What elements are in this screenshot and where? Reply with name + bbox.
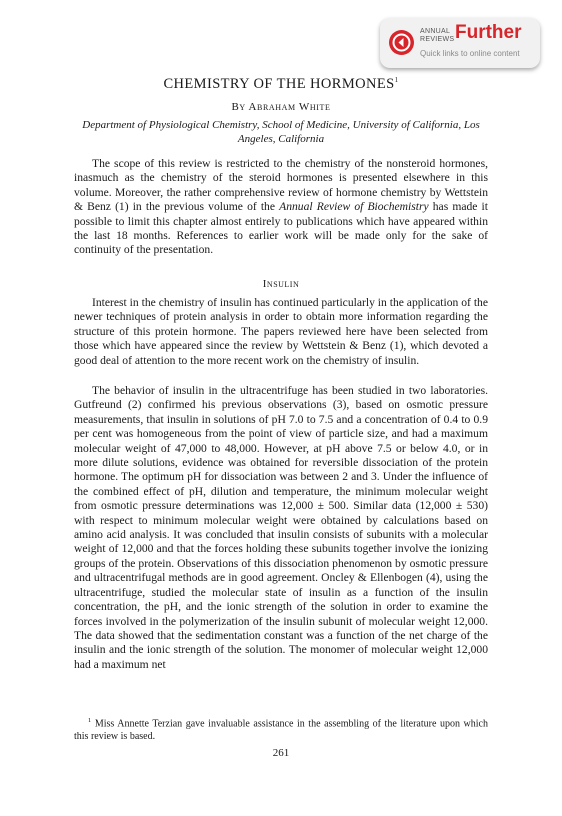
annual-reviews-further-badge[interactable] <box>380 18 540 68</box>
author-byline: By Abraham White <box>231 101 331 113</box>
insulin-paragraph-1: Interest in the chemistry of insulin has continued particularly in the application of the newer techniques of protein analysis in order to obtain more information regarding the structure of this protein hormone. The papers reviewed here have been selected from those which have appeared since the review by Wettstein & Benz (1), which devoted a good deal of attention to the more recent work on the chemistry of insulin. <box>74 296 488 367</box>
article-title <box>0 76 562 93</box>
author-affiliation: Department of Physiological Chemistry, School of Medicine, University of California, Los Angeles, California <box>82 119 480 145</box>
footnote-mark: 1 <box>88 717 92 724</box>
footnote <box>74 714 488 743</box>
insulin-paragraph-2: The behavior of insulin in the ultracentrifuge has been studied in two laboratories. Gutfreund (2) confirmed his previous observations (3), based on osmotic pressure measurements, that insulin in solutions of pH 7.0 to 7.5 and a concentration of 0.4 to 0.9 per cent was homogeneous from the point of view of particle size, and had a maximum molecular weight of 47,000 to 48,000. However, at pH above 7.5 or below 4.0, or in more dilute solutions, evidence was obtained for reversible dissociation of the protein hormone. The optimum pH for dissociation was between 2 and 3. Under the influence of the combined effect of pH, dilution and temperature, the minimum molecular weight from osmotic pressure determinations was 12,000 ± 500. Similar data (12,000 ± 530) with respect to minimum molecular weight were obtained by calculations based on amino acid analysis. It was concluded that insulin consists of subunits with a molecular weight of 12,000 and that the forces holding these subunits together involve the ionizing groups of the protein. Observations of this dissociation phenomenon by osmotic pressure and ultracentrifugal methods are in good agreement. Oncley & Ellenbogen (4), using the ultracentrifuge, studied the molecular state of insulin as a function of the insulin concentration, the pH, and the ionic strength of the solution in order to examine the forces involved in the polymerization of the insulin subunit of molecular weight 12,000. The data showed that the sedimentation constant was a function of the net charge of the insulin and the ionic strength of the solution. The monomer of molecular weight 12,000 had a maximum net <box>74 384 488 671</box>
badge-annual-text: ANNUAL <box>420 28 451 35</box>
badge-reviews-text: REVIEWS <box>420 36 455 43</box>
play-icon <box>389 30 414 55</box>
badge-further-text: Further <box>455 22 522 43</box>
intro-text-b: has made it possible to limit this chapter almost entirely to publications which have appeared within the last 18 months. References to earlier work will be made only for the sake of continuity of the presentation. <box>74 200 488 257</box>
footnote-text: Miss Annette Terzian gave invaluable assistance in the assembling of the literature upon which this review is based. <box>74 718 488 743</box>
section-heading-insulin: Insulin <box>262 278 300 290</box>
page-number: 261 <box>272 747 290 759</box>
article-title-text: CHEMISTRY OF THE HORMONES <box>163 76 395 92</box>
intro-text-a: The scope of this review is restricted to the chemistry of the nonsteroid hormones, inasmuch as the chemistry of the steroid hormones is presented elsewhere in this volume. Moreover, the rather comprehensive review of hormone chemistry by Wettstein & Benz (1) in the previous volume of the <box>74 157 488 214</box>
journal-name: Annual Review of Biochemistry <box>279 200 429 214</box>
title-footnote-mark[interactable]: 1 <box>394 76 399 85</box>
intro-paragraph <box>74 157 488 258</box>
badge-subtitle: Quick links to online content <box>420 49 520 58</box>
